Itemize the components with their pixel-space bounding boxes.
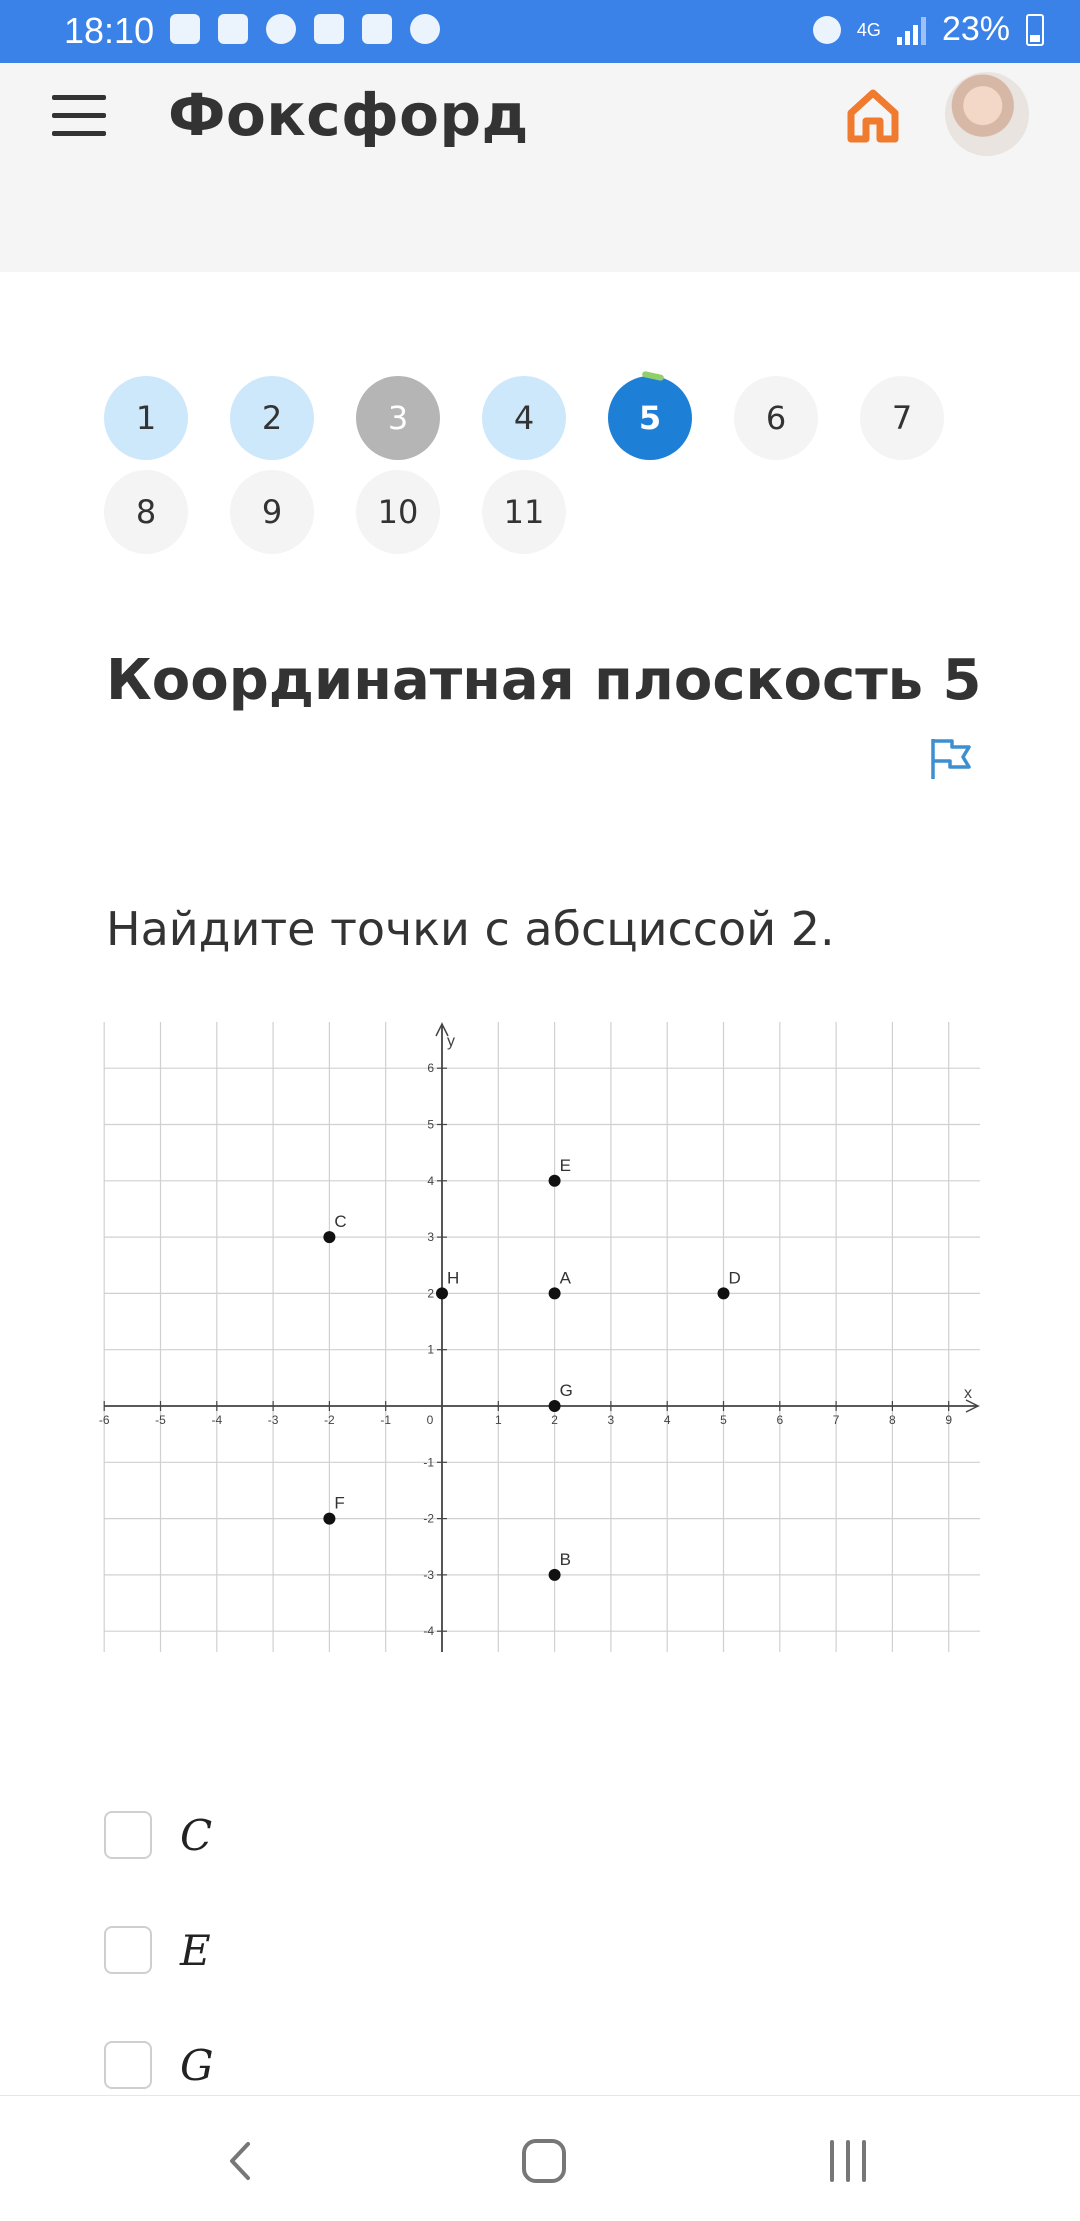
y-tick-label: 5 <box>427 1117 434 1132</box>
point-label-g: G <box>559 1381 573 1400</box>
home-icon[interactable] <box>846 87 900 145</box>
answer-label: C <box>180 1810 213 1860</box>
point-label-c: C <box>334 1212 347 1232</box>
status-time: 18:10 <box>64 10 155 51</box>
pager-item-5[interactable]: 5 <box>608 376 692 460</box>
home-nav-icon[interactable] <box>516 2136 572 2186</box>
y-tick-label: -1 <box>423 1455 434 1470</box>
x-tick-label: 1 <box>494 1413 502 1427</box>
answer-option-e[interactable] <box>104 1923 214 1977</box>
y-tick-label: -4 <box>423 1624 434 1639</box>
point-label-b: B <box>559 1549 571 1569</box>
answer-label: E <box>180 1925 211 1975</box>
y-tick-label: -3 <box>423 1567 434 1582</box>
y-tick-label: 1 <box>427 1342 434 1357</box>
signal-icon <box>897 15 926 45</box>
avatar[interactable] <box>945 72 1029 156</box>
x-tick-label: -6 <box>98 1413 110 1427</box>
pager-item-2[interactable]: 2 <box>230 376 314 460</box>
x-tick-label: -3 <box>267 1413 279 1427</box>
x-tick-label: 3 <box>607 1413 615 1427</box>
point-h <box>436 1287 448 1299</box>
pager-item-10[interactable]: 10 <box>356 470 440 554</box>
task-question: Найдите точки с абсциссой 2. <box>106 902 835 956</box>
pager-item-8[interactable]: 8 <box>104 470 188 554</box>
network-type: 4G <box>856 19 881 40</box>
point-b <box>549 1569 561 1581</box>
point-c <box>323 1231 335 1243</box>
recents-icon[interactable] <box>820 2136 876 2186</box>
answer-option-c[interactable] <box>104 1808 214 1862</box>
notification-icons <box>170 14 440 44</box>
x-tick-label: -2 <box>324 1413 335 1427</box>
menu-icon[interactable] <box>52 95 106 137</box>
x-tick-label: 4 <box>663 1413 671 1427</box>
y-tick-label: 6 <box>427 1061 434 1076</box>
point-a <box>549 1287 561 1299</box>
point-f <box>323 1513 335 1525</box>
x-tick-label: 0 <box>426 1413 434 1427</box>
x-tick-label: 6 <box>776 1413 784 1427</box>
pager-item-6[interactable]: 6 <box>734 376 818 460</box>
battery-percent: 23% <box>941 10 1010 48</box>
point-label-d: D <box>728 1268 741 1288</box>
gallery-icon <box>362 14 392 44</box>
x-tick-label: 8 <box>889 1413 896 1427</box>
task-title: Координатная плоскость 5 <box>106 648 982 713</box>
skype-icon <box>410 14 440 44</box>
y-axis-label: y <box>447 1033 455 1050</box>
question-pager <box>104 376 984 564</box>
x-tick-label: 9 <box>945 1413 953 1427</box>
pager-item-4[interactable]: 4 <box>482 376 566 460</box>
brand-title: Фоксфорд <box>168 81 529 149</box>
pager-item-11[interactable]: 11 <box>482 470 566 554</box>
coordinate-plane <box>98 1022 980 1652</box>
point-label-f: F <box>334 1493 345 1513</box>
answer-checkbox[interactable] <box>104 1811 152 1859</box>
app-icon <box>266 14 296 44</box>
x-tick-label: -5 <box>155 1413 166 1427</box>
alarm-icon <box>813 16 841 44</box>
point-label-e: E <box>559 1155 571 1175</box>
pager-item-3[interactable]: 3 <box>356 376 440 460</box>
battery-icon <box>1026 14 1044 46</box>
x-tick-label: 7 <box>832 1413 840 1427</box>
music-icon <box>170 14 200 44</box>
x-axis-label: x <box>964 1385 972 1402</box>
pager-item-9[interactable]: 9 <box>230 470 314 554</box>
point-label-h: H <box>447 1268 460 1288</box>
x-tick-label: -1 <box>380 1413 392 1427</box>
y-tick-label: 4 <box>427 1173 434 1188</box>
point-e <box>549 1175 561 1187</box>
y-tick-label: 3 <box>427 1230 434 1245</box>
pager-item-7[interactable]: 7 <box>860 376 944 460</box>
y-tick-label: -2 <box>423 1511 434 1526</box>
flag-icon[interactable] <box>928 735 974 781</box>
app-header <box>0 63 1080 272</box>
check-icon <box>314 14 344 44</box>
x-tick-label: 5 <box>720 1413 727 1427</box>
point-d <box>718 1287 730 1299</box>
x-tick-label: 2 <box>551 1413 558 1427</box>
answer-checkbox[interactable] <box>104 1926 152 1974</box>
game-icon <box>218 14 248 44</box>
point-label-a: A <box>559 1268 571 1288</box>
x-tick-label: -4 <box>211 1413 223 1427</box>
status-bar <box>0 0 1080 63</box>
pager-item-1[interactable]: 1 <box>104 376 188 460</box>
answer-option-g[interactable] <box>104 2038 214 2092</box>
point-g <box>549 1400 561 1412</box>
answer-label: G <box>180 2040 214 2090</box>
back-icon[interactable] <box>214 2136 270 2186</box>
system-nav-bar <box>0 2095 1080 2221</box>
answer-checkbox[interactable] <box>104 2041 152 2089</box>
y-tick-label: 2 <box>427 1286 434 1301</box>
